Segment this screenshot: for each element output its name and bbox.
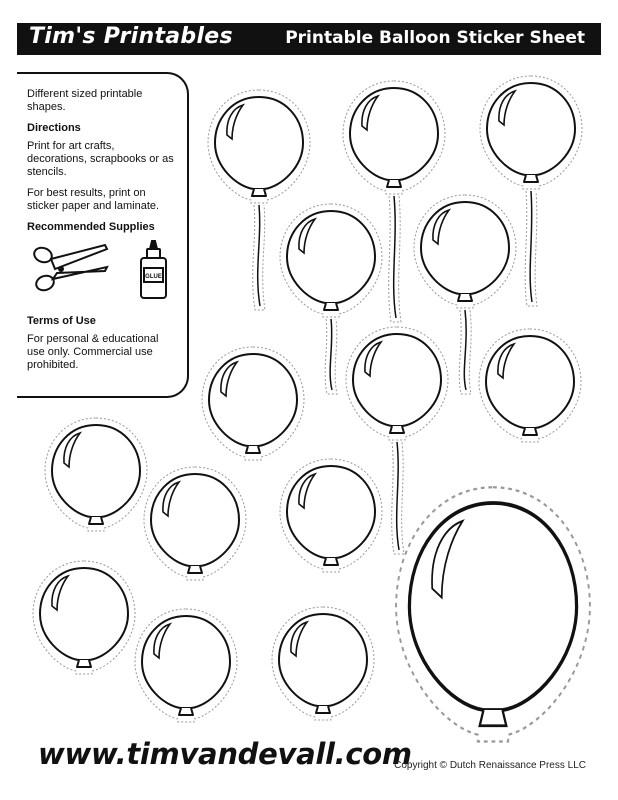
directions-heading: Directions xyxy=(27,122,81,134)
supplies-heading: Recommended Supplies xyxy=(27,221,155,233)
balloon-sticker xyxy=(45,418,147,531)
balloon-sticker xyxy=(208,90,310,203)
best-results-text: For best results, print on sticker paper and laminate. xyxy=(27,187,160,212)
website-url: www.timvandevall.com xyxy=(38,737,412,771)
balloon-sticker xyxy=(272,607,374,720)
intro-text: Different sized printable shapes. xyxy=(27,88,143,113)
balloon-sticker xyxy=(202,347,304,460)
balloon-sticker xyxy=(280,204,382,317)
balloon-sticker xyxy=(280,459,382,572)
balloon-sticker xyxy=(135,609,237,722)
balloon-sticker xyxy=(414,195,516,308)
balloon-sticker xyxy=(346,327,448,440)
glue-label: GLUE xyxy=(145,274,162,280)
balloon-sticker xyxy=(33,561,135,674)
directions-text: Print for art crafts, decorations, scrapbooks or as stencils. xyxy=(27,140,174,178)
terms-heading: Terms of Use xyxy=(27,315,96,327)
large-balloon-sticker xyxy=(396,487,590,741)
copyright-text: Copyright © Dutch Renaissance Press LLC xyxy=(394,760,586,771)
brand-logo-text: Tim's Printables xyxy=(29,24,233,49)
terms-text: For personal & educational use only. Commercial use prohibited. xyxy=(27,333,159,371)
balloon-sticker xyxy=(479,329,581,442)
balloon-sticker xyxy=(144,467,246,580)
balloon-sticker xyxy=(480,76,582,189)
balloon-sticker xyxy=(343,81,445,194)
page-title: Printable Balloon Sticker Sheet xyxy=(285,28,585,48)
